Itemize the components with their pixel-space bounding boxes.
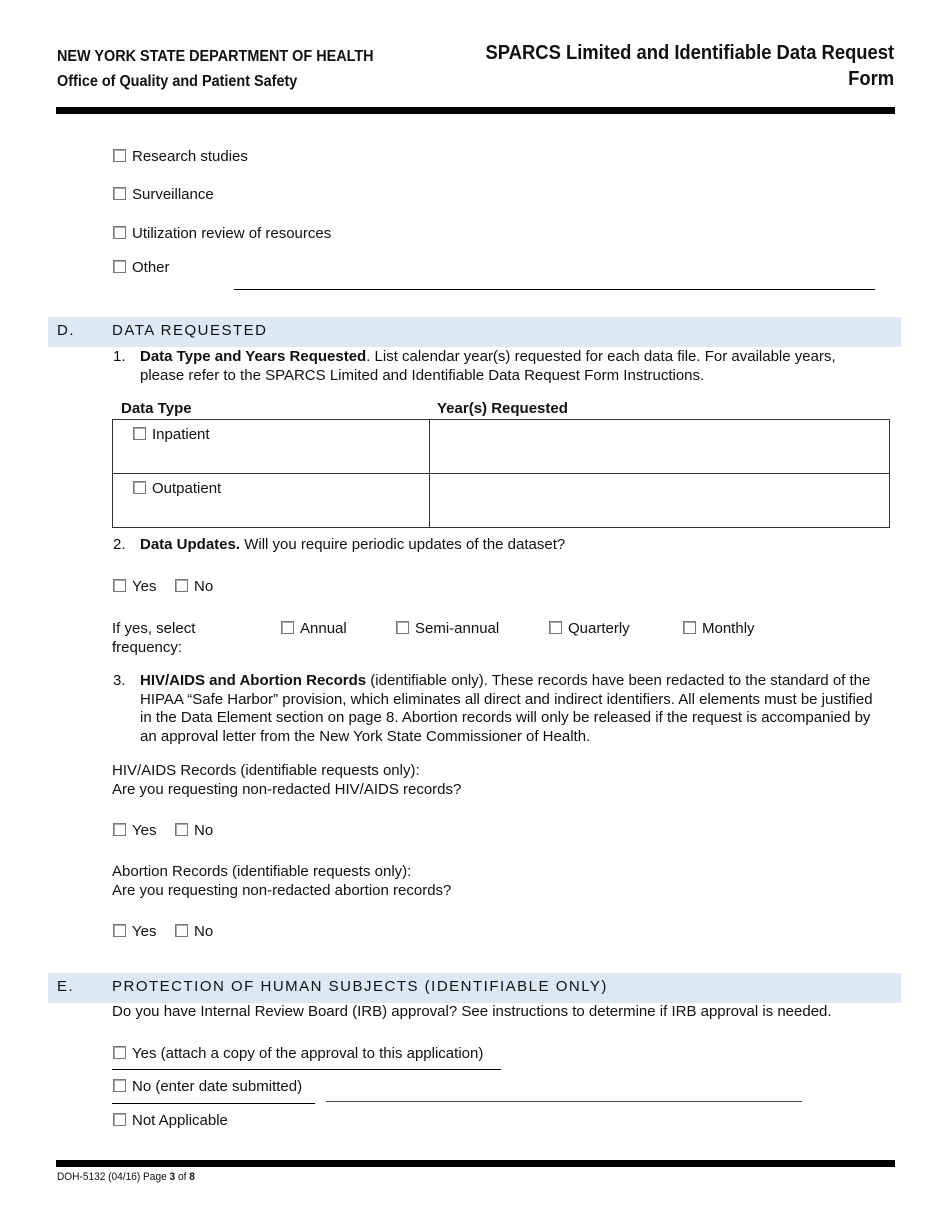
checkbox-icon[interactable] (113, 1046, 126, 1059)
office-name: Office of Quality and Patient Safety (57, 73, 298, 90)
q3-text: HIV/AIDS and Abortion Records (identifiable only). These records have been redacted to the standard of the HIPAA “Safe Harbor” provision, which eliminates all direct and indirect identifiers. All elements must be justified in the Data Element section on page 8. Abortion records will only be released if the request is accompanied by an approval letter from the New York State Commissioner of Health. (140, 672, 873, 745)
checkbox-icon[interactable] (113, 924, 126, 937)
abortion-yes[interactable]: Yes (113, 923, 156, 940)
checkbox-icon[interactable] (133, 481, 146, 494)
q1-text: Data Type and Years Requested. List calendar year(s) requested for each data file. For available years, please refer to the SPARCS Limited and Identifiable Data Request Form Instructions. (140, 348, 836, 384)
checkbox-icon[interactable] (113, 226, 126, 239)
checkbox-icon[interactable] (175, 823, 188, 836)
checkbox-icon[interactable] (683, 621, 696, 634)
irb-not-applicable[interactable]: Not Applicable (113, 1112, 228, 1129)
irb-no[interactable]: No (enter date submitted) (113, 1078, 302, 1095)
other-entry-line[interactable] (234, 289, 875, 290)
option-research-studies[interactable]: Research studies (113, 148, 248, 165)
checkbox-icon[interactable] (281, 621, 294, 634)
hiv-yes[interactable]: Yes (113, 822, 156, 839)
checkbox-icon[interactable] (113, 149, 126, 162)
checkbox-icon[interactable] (113, 579, 126, 592)
freq-quarterly[interactable]: Quarterly (549, 620, 630, 637)
checkbox-icon[interactable] (113, 187, 126, 200)
checkbox-icon[interactable] (133, 427, 146, 440)
data-type-cell[interactable]: Outpatient (113, 474, 430, 528)
checkbox-icon[interactable] (549, 621, 562, 634)
freq-semi-annual[interactable]: Semi-annual (396, 620, 499, 637)
data-type-cell[interactable]: Inpatient (113, 420, 430, 474)
section-d-letter: D. (57, 322, 75, 339)
header-rule (56, 107, 895, 114)
form-title-line-1: SPARCS Limited and Identifiable Data Request (485, 42, 894, 64)
section-d-title: DATA REQUESTED (112, 322, 268, 339)
data-type-table (112, 419, 890, 528)
frequency-label: If yes, select frequency: (112, 620, 196, 656)
q2-text: Data Updates. Will you require periodic updates of the dataset? (140, 536, 566, 553)
table-row (113, 474, 890, 528)
abortion-question: Abortion Records (identifiable requests only): Are you requesting non-redacted abortion records? (112, 863, 452, 899)
q3-number: 3. (113, 672, 126, 689)
irb-no-underline (112, 1103, 315, 1104)
years-input-inpatient[interactable] (430, 420, 890, 474)
section-e-letter: E. (57, 978, 75, 995)
irb-question: Do you have Internal Review Board (IRB) approval? See instructions to determine if IRB approval is needed. (112, 1003, 832, 1020)
footer-rule (56, 1160, 895, 1167)
abortion-no[interactable]: No (175, 923, 213, 940)
freq-monthly[interactable]: Monthly (683, 620, 755, 637)
section-e-title: PROTECTION OF HUMAN SUBJECTS (IDENTIFIABLE ONLY) (112, 978, 608, 995)
checkbox-icon[interactable] (175, 579, 188, 592)
form-title-line-2: Form (848, 68, 894, 90)
checkbox-icon[interactable] (113, 1079, 126, 1092)
col-header-years: Year(s) Requested (437, 400, 568, 417)
q1-number: 1. (113, 348, 126, 365)
updates-no[interactable]: No (175, 578, 213, 595)
hiv-no[interactable]: No (175, 822, 213, 839)
checkbox-icon[interactable] (113, 823, 126, 836)
hiv-question: HIV/AIDS Records (identifiable requests only): Are you requesting non-redacted HIV/AIDS records? (112, 762, 462, 798)
checkbox-icon[interactable] (113, 260, 126, 273)
irb-date-field[interactable]: _____________________________________________________________ (326, 1086, 802, 1103)
checkbox-icon[interactable] (113, 1113, 126, 1126)
header-left (57, 44, 374, 94)
years-input-outpatient[interactable] (430, 474, 890, 528)
irb-yes-underline (112, 1069, 501, 1070)
form-title (485, 40, 894, 92)
option-surveillance[interactable]: Surveillance (113, 186, 214, 203)
footer-page-info: DOH-5132 (04/16) Page 3 of 8 (57, 1171, 195, 1183)
table-row (113, 420, 890, 474)
checkbox-icon[interactable] (175, 924, 188, 937)
freq-annual[interactable]: Annual (281, 620, 347, 637)
option-other[interactable]: Other (113, 259, 170, 276)
q2-number: 2. (113, 536, 126, 553)
checkbox-icon[interactable] (396, 621, 409, 634)
updates-yes[interactable]: Yes (113, 578, 156, 595)
col-header-data-type: Data Type (121, 400, 192, 417)
department-name: NEW YORK STATE DEPARTMENT OF HEALTH (57, 48, 374, 65)
option-utilization-review[interactable]: Utilization review of resources (113, 225, 331, 242)
irb-yes[interactable]: Yes (attach a copy of the approval to this application) (113, 1045, 483, 1062)
